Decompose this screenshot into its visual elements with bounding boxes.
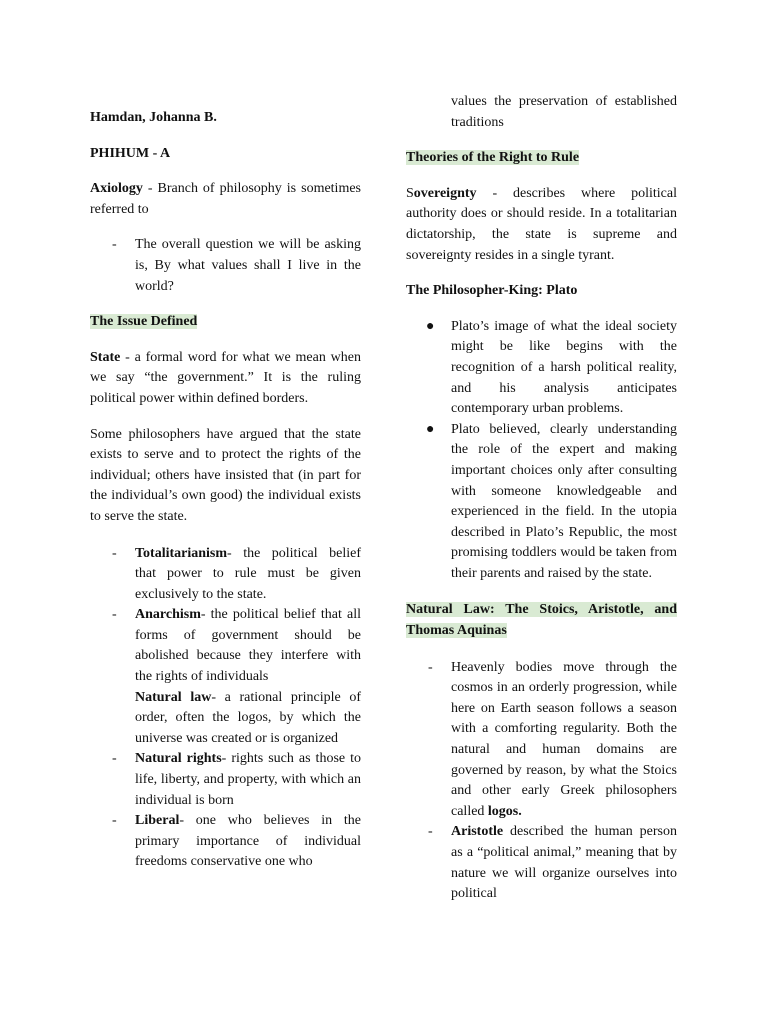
list-item: - Natural rights- rights such as those to life, liberty, and property, with which an individual is born xyxy=(112,751,361,808)
section-heading-theories: Theories of the Right to Rule xyxy=(406,150,580,166)
state-term: State xyxy=(90,349,121,365)
natural-law-list xyxy=(406,658,677,905)
bullet-marker: ● xyxy=(426,421,435,437)
author-name: Hamdan, Johanna B. xyxy=(90,110,217,125)
list-item: - Aristotle described the human person as a “political animal,” meaning that by nature we will organize ourselves into political xyxy=(428,824,677,902)
sovereignty-definition: Sovereignty - describes where political authority does or should reside. In a totalitarian dictatorship, the state is supreme and sovereignty resides in a single tyrant. xyxy=(406,185,677,263)
state-definition: State - a formal word for what we mean when we say “the government.” It is the ruling political power within defined borders. xyxy=(90,349,361,406)
section-heading-issue: The Issue Defined xyxy=(90,314,198,330)
dash-marker: - xyxy=(112,607,117,623)
list-item-continuation: Natural law- a rational principle of order, often the logos, by which the universe was created or is organized xyxy=(135,689,361,746)
list-item: - Anarchism- the political belief that all forms of government should be abolished because they interfere with the rights of individuals xyxy=(112,607,361,685)
left-column xyxy=(90,108,361,873)
list-item: - Heavenly bodies move through the cosmos in an orderly progression, while here on Earth season follows a season with a comforting regularity. Both the natural and human domains are governed by reason, by what the Stoics and other early Greek philosophers called logos. xyxy=(428,659,677,819)
liberal-continuation: values the preservation of established traditions xyxy=(451,94,677,130)
dash-marker: - xyxy=(428,824,433,840)
axiology-definition: Axiology - Branch of philosophy is sometimes referred to xyxy=(90,181,361,217)
sovereignty-term: overeignty xyxy=(413,185,477,201)
axiology-term: Axiology xyxy=(90,181,143,197)
dash-marker: - xyxy=(112,751,117,767)
section-heading-natural-law: Natural Law: The Stoics, Aristotle, and Thomas Aquinas xyxy=(406,602,677,639)
dash-marker: - xyxy=(112,237,117,253)
dash-marker: - xyxy=(428,659,433,675)
list-item: - Liberal- one who believes in the primary importance of individual freedoms conservative one who xyxy=(112,813,361,870)
dash-marker: - xyxy=(112,545,117,561)
plato-list xyxy=(406,317,677,585)
section-heading-plato: The Philosopher-King: Plato xyxy=(406,283,578,299)
list-item: ● Plato’s image of what the ideal society might be like begins with the recognition of a harsh political reality, and his analysis anticipates contemporary urban problems. xyxy=(426,318,677,417)
bullet-marker: ● xyxy=(426,318,435,334)
right-column xyxy=(406,92,677,905)
dash-marker: - xyxy=(112,813,117,829)
course-code: PHIHUM - A xyxy=(90,145,171,161)
axiology-list xyxy=(90,235,361,297)
list-item: ● Plato believed, clearly understanding the role of the expert and making important choices only after consulting with someone knowledgeable and experienced in the field. In the utopia described in Plato’s Republic, the most promising toddlers would be taken from their parents and raised by the state. xyxy=(426,421,677,581)
terms-list xyxy=(90,544,361,874)
list-item: - The overall question we will be asking is, By what values shall I live in the world? xyxy=(112,237,361,294)
philosophers-paragraph: Some philosophers have argued that the state exists to serve and to protect the rights of the individual; others have insisted that (in part for the individual’s own good) the individual exists to serve the state. xyxy=(90,426,361,524)
list-item: - Totalitarianism- the political belief that power to rule must be given exclusively to the state. xyxy=(112,545,361,602)
